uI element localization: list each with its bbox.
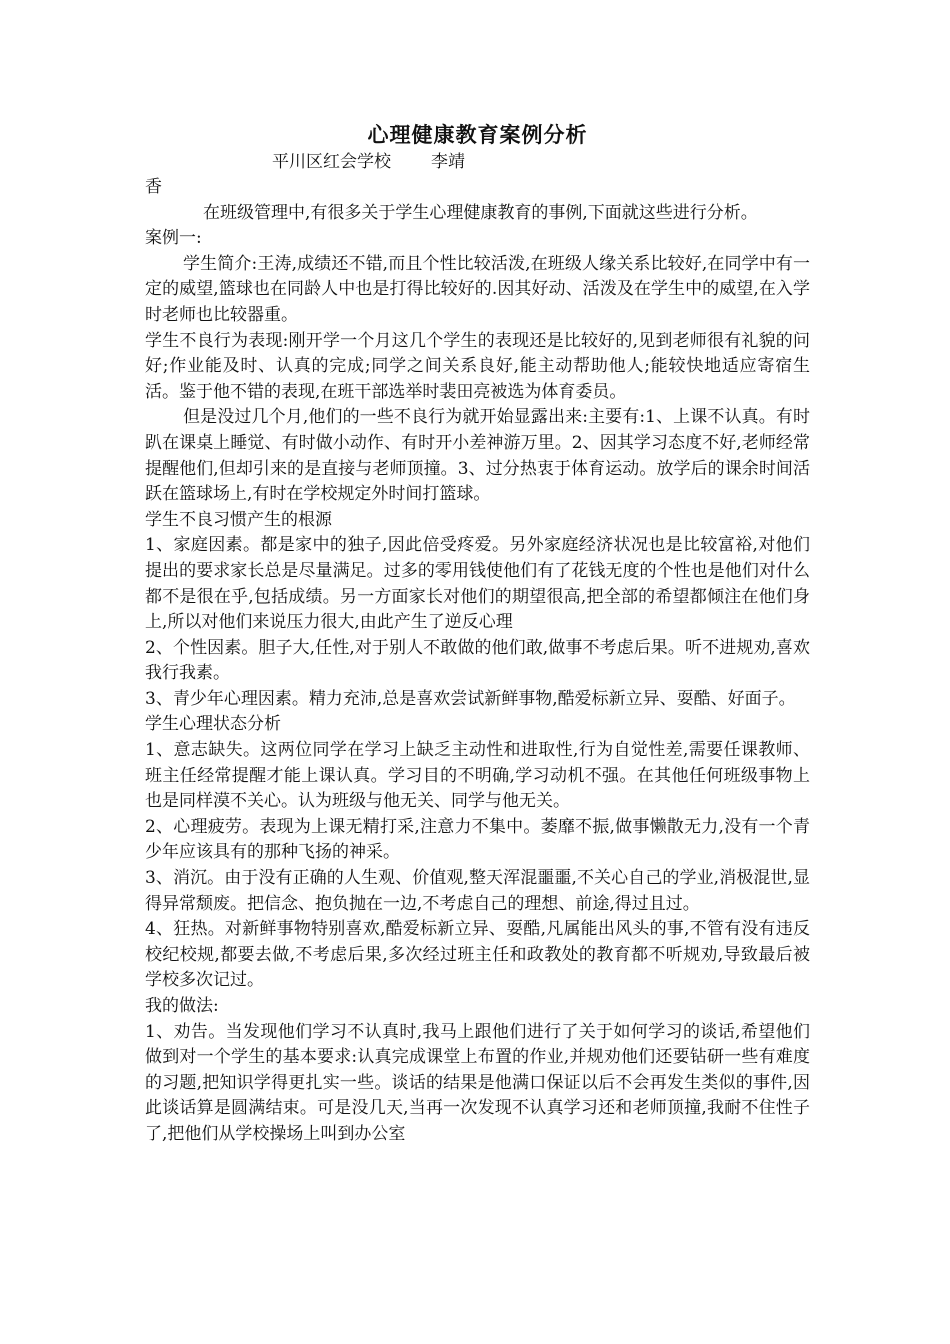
section-heading-causes: 学生不良习惯产生的根源 [145,509,332,530]
section-heading-approach: 我的做法: [145,996,219,1016]
analysis-depression-paragraph: 3、消沉。由于没有正确的人生观、价值观,整天浑混噩噩,不关心自己的学业,消极混世,显得异常颓废。把信念、抱负抛在一边,不考虑自己的理想、前途,得过且过。 [145,868,810,914]
cause-family-paragraph: 1、家庭因素。都是家中的独子,因此倍受疼爱。另外家庭经济状况也是比较富裕,对他们提出的要求家长总是尽量满足。过多的零用钱使他们有了花钱无度的个性也是他们对什么都不是很在乎,包括成绩。另一方面家长对他们的期望很高,把全部的希望都倾注在他们身上,所以对他们来说压力很大,由此产生了逆反心理 [145,535,810,633]
intro-paragraph: 在班级管理中,有很多关于学生心理健康教育的事例,下面就这些进行分析。 [203,202,758,223]
problems-paragraph: 但是没过几个月,他们的一些不良行为就开始显露出来:主要有:1、上课不认真。有时趴在课桌上睡觉、有时做小动作、有时开小差神游万里。2、因其学习态度不好,老师经常提醒他们,但却引来的是直接与老师顶撞。3、过分热衷于体育运动。放学后的课余时间活跃在篮球场上,有时在学校规定外时间打篮球。 [145,407,810,505]
behavior-paragraph: 学生不良行为表现:刚开学一个月这几个学生的表现还是比较好的,见到老师很有礼貌的问好;作业能及时、认真的完成;同学之间关系良好,能主动帮助他人;能较快地适应寄宿生活。鉴于他不错的表现,在班干部选举时裴田亮被选为体育委员。 [145,330,810,402]
section-heading-case1: 案例一: [145,228,202,249]
document-page [145,120,810,1148]
student-profile-paragraph: 学生简介:王涛,成绩还不错,而且个性比较活泼,在班级人缘关系比较好,在同学中有一定的威望,篮球也在同龄人中也是打得比较好的.因其好动、活泼及在学生中的威望,在入学时老师也比较器重。 [145,253,810,325]
analysis-will-paragraph: 1、意志缺失。这两位同学在学习上缺乏主动性和进取性,行为自觉性差,需要任课教师、班主任经常提醒才能上课认真。学习目的不明确,学习动机不强。在其他任何班级事物上也是同样漠不关心。认为班级与他无关、同学与他无关。 [145,740,810,812]
cause-personality-paragraph: 2、个性因素。胆子大,任性,对于别人不敢做的他们敢,做事不考虑后果。听不进规劝,喜欢我行我素。 [145,637,810,684]
byline-author: 李靖 [431,152,465,172]
section-heading-analysis: 学生心理状态分析 [145,714,281,735]
byline-school: 平川区红会学校 [272,152,391,172]
document-title: 心理健康教育案例分析 [367,123,588,147]
analysis-fatigue-paragraph: 2、心理疲劳。表现为上课无精打采,注意力不集中。萎靡不振,做事懒散无力,没有一个青少年应该具有的那种飞扬的神采。 [145,816,810,863]
byline [145,150,810,175]
byline-author-tail: 香 [145,177,162,197]
approach-advice-paragraph: 1、劝告。当发现他们学习不认真时,我马上跟他们进行了关于如何学习的谈话,希望他们做到对一个学生的基本要求:认真完成课堂上布置的作业,并规劝他们还要钻研一些有难度的习题,把知识学得更扎实一些。谈话的结果是他满口保证以后不会再发生类似的事件,因此谈话算是圆满结束。可是没几天,当再一次发现不认真学习还和老师顶撞,我耐不住性子了,把他们从学校操场上叫到办公室 [145,1021,810,1144]
analysis-fanatic-paragraph: 4、狂热。对新鲜事物特别喜欢,酷爱标新立异、耍酷,凡属能出风头的事,不管有没有违反校纪校规,都要去做,不考虑后果,多次经过班主任和政教处的教育都不听规劝,导致最后被学校多次记过。 [145,919,810,991]
cause-adolescent-paragraph: 3、青少年心理因素。精力充沛,总是喜欢尝试新鲜事物,酷爱标新立异、耍酷、好面子。 [145,688,796,709]
